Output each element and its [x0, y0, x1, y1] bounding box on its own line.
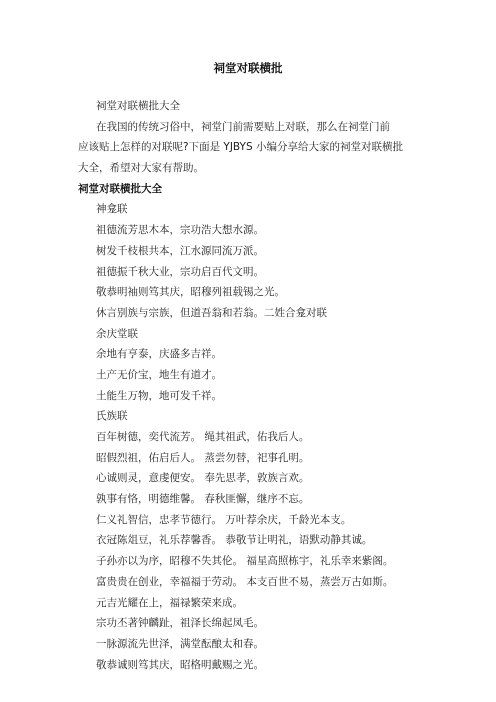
text-line: 衣冠陈俎豆，礼乐荐馨香。 恭敬节让明礼，语默动静其诚。: [96, 534, 373, 547]
text-line: 敬恭明袖则笃其庆，昭穆列祖载锡之光。: [96, 286, 285, 299]
text-line: 树发千枝根共本，江水源同流万派。: [96, 244, 264, 257]
text-line: 祠堂对联横批大全: [96, 100, 180, 112]
text-line: 元吉光耀在上，福禄繁荣来成。: [96, 596, 243, 609]
text-line: 百年树德，奕代流芳。 绳其祖武，佑我后人。: [96, 431, 310, 443]
section-heading: 祠堂对联横批大全: [78, 182, 162, 195]
text-line: 祖德流芳思木本，宗功浩大想水源。: [96, 224, 264, 237]
text-line: 一脉源流先世泽，满堂酝酿太和春。: [96, 637, 264, 650]
text-line: 昭假烈祖，佑启后人。 蒸尝勿替，祀事孔明。: [96, 451, 310, 464]
text-line: 孰事有恪，明德维馨。 春秋匪懈，继序不忘。: [96, 493, 310, 506]
text-line: 祖德振千秋大业，宗功启百代文明。: [96, 265, 264, 278]
text-line: 余庆堂联: [96, 327, 138, 340]
text-line: 心诚则灵，意虔便安。 奉先思孝，敦族言欢。: [96, 472, 310, 485]
text-line: 土能生万物，地可发千祥。: [96, 389, 222, 402]
document-body: [78, 96, 430, 675]
text-line: 应该贴上怎样的对联呢?下面是 YJBYS 小编分享给大家的祠堂对联横批: [78, 141, 403, 154]
text-line: 土产无价宝，地生有道才。: [96, 368, 222, 381]
text-line: 敬恭诚则笃其庆，昭格明戴赐之光。: [96, 658, 264, 671]
page-title: 祠堂对联横批: [213, 61, 283, 75]
text-line: 在我国的传统习俗中，祠堂门前需要贴上对联，那么在祠堂门前: [96, 120, 390, 133]
text-line: 休言别族与宗族，但道吾翁和若翁。二姓合龛对联: [96, 306, 327, 319]
text-line: 子孙亦以为序，昭穆不失其伦。 福星高照栋宇，礼乐幸来紫阁。: [96, 555, 394, 568]
text-line: 余地有亨泰，庆盛多吉祥。: [96, 348, 222, 361]
text-line: 富贵贵在创业，幸福福于劳动。 本支百世不易，蒸尝万古如斯。: [96, 575, 394, 588]
text-line: 神龛联: [96, 203, 128, 216]
text-line: 仁义礼智信，忠孝节德行。 万叶荐余庆，千龄光本支。: [96, 513, 352, 526]
text-line: 宗功丕著钟麟趾，祖泽长绵起凤毛。: [96, 617, 264, 630]
text-line: 氏族联: [96, 410, 128, 423]
text-line: 大全，希望对大家有帮助。: [78, 162, 204, 175]
